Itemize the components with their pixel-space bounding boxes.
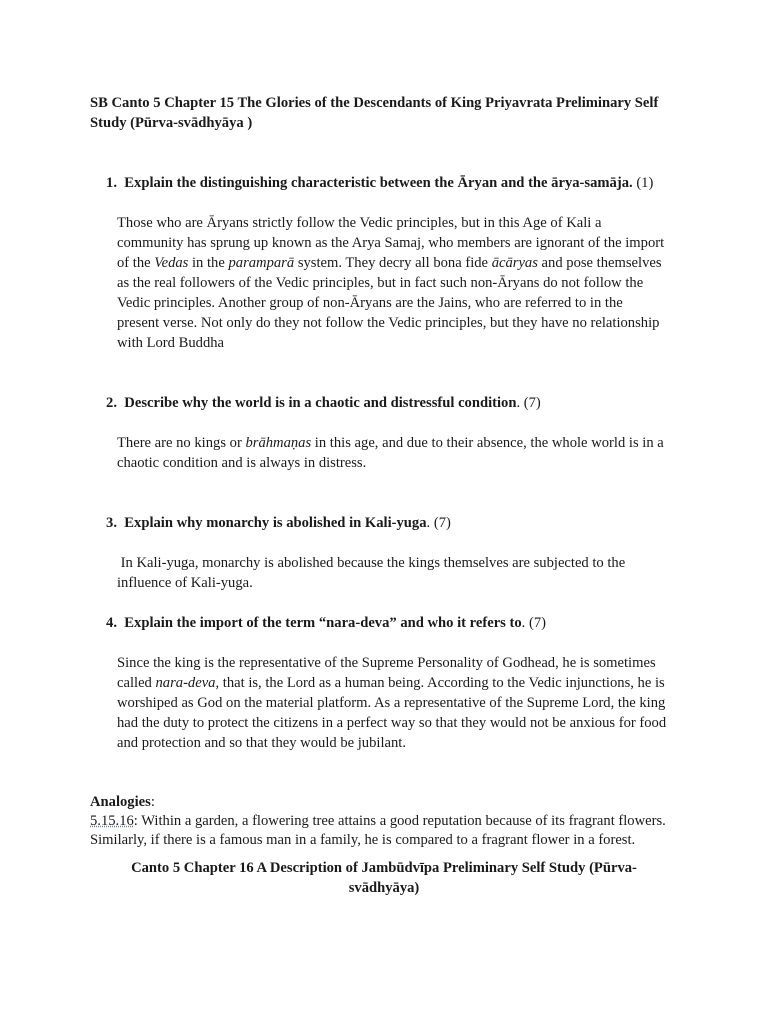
answer-2 (117, 433, 667, 473)
question-number: 3. (106, 515, 117, 531)
answer-text: and pose themselves as the real followers of the Vedic principles, but in fact such non-Āryans do not follow the Vedic principles. Another group of non-Āryans are the Jains, who are referred to in the present verse. Not only do they not follow the Vedic principles, but they have no relationship with Lord Buddha (117, 255, 662, 351)
answer-text: , that is, the Lord as a human being. According to the Vedic injunctions, he is worshiped as God on the material platform. As a representative of the Supreme Lord, the king had the duty to protect the citizens in a perfect way so that they would not be anxious for food and protection and so that they would be jubilant. (117, 675, 667, 751)
answer-4 (117, 653, 667, 753)
question-points: . (7) (516, 395, 541, 411)
answer-italic: brāhmaṇas (245, 435, 312, 451)
question-text: Explain why monarchy is abolished in Kali-yuga (124, 515, 427, 531)
question-number: 2. (106, 395, 117, 411)
question-points: . (7) (426, 515, 451, 531)
analogies-label: Analogies (90, 794, 151, 810)
answer-text: Since the king is the representative of the Supreme Personality of Godhead, he is sometimes called (117, 655, 656, 691)
question-4 (90, 613, 690, 633)
question-1 (90, 173, 690, 193)
document-title: SB Canto 5 Chapter 15 The Glories of the Descendants of King Priyavrata Preliminary Self Study (Pūrva-svādhyāya ) (90, 95, 659, 131)
analogy-reference: 5.15.16 (90, 813, 134, 829)
analogy-text: : Within a garden, a flowering tree attains a good reputation because of its fragrant flowers. Similarly, if there is a famous man in a family, he is compared to a fragrant flower in a forest. (90, 813, 666, 848)
question-text: Explain the import of the term “nara-deva” and who it refers to (124, 615, 522, 631)
question-text: Describe why the world is in a chaotic and distressful condition (124, 395, 517, 411)
answer-3 (117, 553, 667, 593)
answer-text: In Kali-yuga, monarchy is abolished because the kings themselves are subjected to the influence of Kali-yuga. (117, 555, 629, 591)
question-number: 1. (106, 175, 117, 191)
question-points: (1) (636, 175, 654, 191)
answer-text: Those who are Āryans strictly follow the Vedic principles, but in this Age of Kali a community has sprung up known as the Arya Samaj, who members are ignorant of the import of the (117, 215, 665, 271)
question-2 (90, 393, 690, 413)
answer-italic: Vedas (154, 255, 189, 271)
analogies-colon: : (150, 794, 155, 810)
question-number: 4. (106, 615, 117, 631)
answer-text: There are no kings or (117, 435, 246, 451)
answer-italic: paramparā (228, 255, 295, 271)
next-chapter-title: Canto 5 Chapter 16 A Description of Jambūdvīpa Preliminary Self Study (Pūrva-svādhyāya) (131, 860, 637, 896)
answer-italic: nara-deva (155, 675, 216, 691)
question-3 (90, 513, 690, 533)
answer-text: in the (188, 255, 229, 271)
answer-italic: ācāryas (491, 255, 538, 271)
question-text: Explain the distinguishing characteristic between the Āryan and the ārya-samāja. (124, 175, 633, 191)
analogies-section (90, 793, 680, 850)
answer-text: system. They decry all bona fide (294, 255, 492, 271)
answer-text: in this age, and due to their absence, the whole world is in a chaotic condition and is always in distress. (117, 435, 664, 471)
answer-1 (117, 213, 667, 353)
question-points: . (7) (521, 615, 546, 631)
